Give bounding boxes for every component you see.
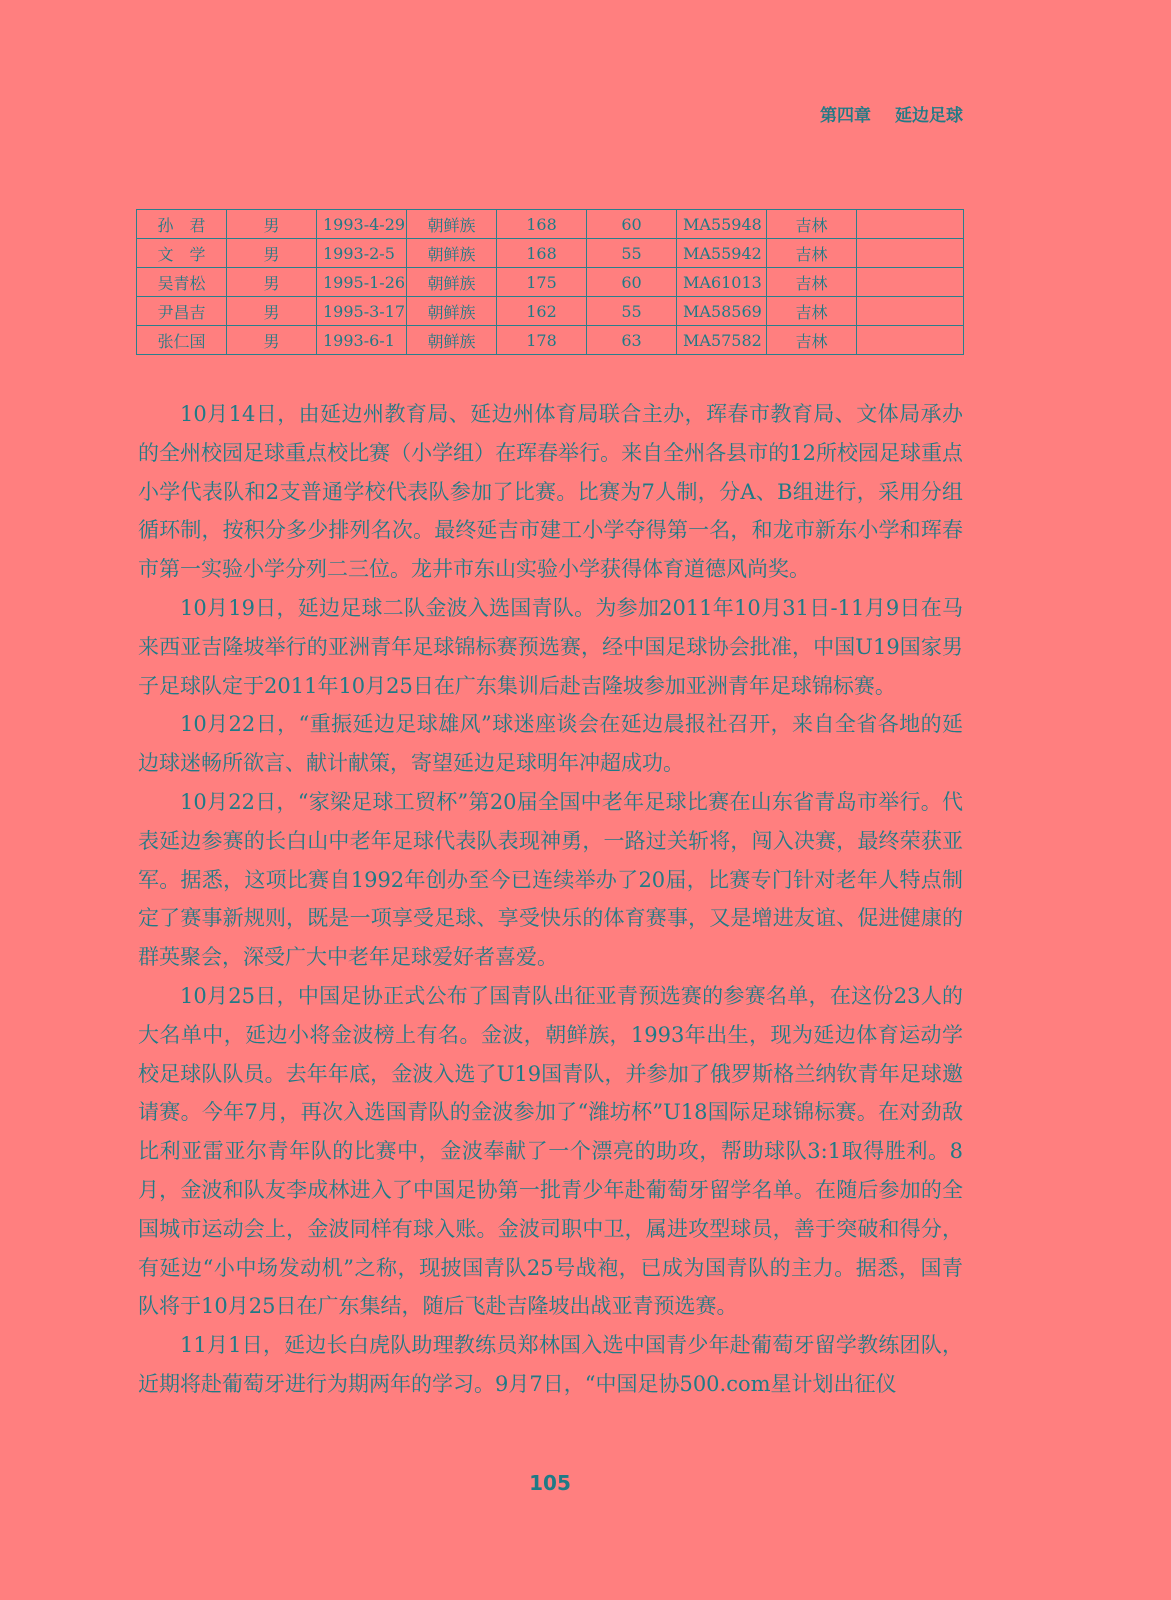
player-birthdate: 1993-6-1	[317, 326, 407, 355]
paragraph: 10月19日，延边足球二队金波入选国青队。为参加2011年10月31日-11月9日在马来西亚吉隆坡举行的亚洲青年足球锦标赛预选赛，经中国足球协会批准，中国U19国家男子足球队定于2011年10月25日在广东集训后赴吉隆坡参加亚洲青年足球锦标赛。	[138, 595, 963, 698]
player-note	[857, 268, 964, 297]
player-ethnicity: 朝鲜族	[407, 326, 497, 355]
table-row	[137, 210, 964, 239]
running-header	[820, 101, 963, 126]
player-registration-number: MA55948	[677, 210, 767, 239]
table-row	[137, 268, 964, 297]
player-ethnicity: 朝鲜族	[407, 239, 497, 268]
player-weight: 60	[587, 268, 677, 297]
player-ethnicity: 朝鲜族	[407, 297, 497, 326]
player-registration-number: MA55942	[677, 239, 767, 268]
table-row	[137, 239, 964, 268]
player-gender: 男	[227, 268, 317, 297]
player-name: 张仁国	[137, 326, 227, 355]
player-height: 168	[497, 210, 587, 239]
player-gender: 男	[227, 239, 317, 268]
paragraph: 10月25日，中国足协正式公布了国青队出征亚青预选赛的参赛名单，在这份23人的大名单中，延边小将金波榜上有名。金波，朝鲜族，1993年出生，现为延边体育运动学校足球队队员。去年年底，金波入选了U19国青队，并参加了俄罗斯格兰纳钦青年足球邀请赛。今年7月，再次入选国青队的金波参加了“潍坊杯”U18国际足球锦标赛。在对劲敌比利亚雷亚尔青年队的比赛中，金波奉献了一个漂亮的助攻，帮助球队3:1取得胜利。8月，金波和队友李成林进入了中国足协第一批青少年赴葡萄牙留学名单。在随后参加的全国城市运动会上，金波同样有球入账。金波司职中卫，属进攻型球员，善于突破和得分，有延边“小中场发动机”之称，现披国青队25号战袍，已成为国青队的主力。据悉，国青队将于10月25日在广东集结，随后飞赴吉隆坡出战亚青预选赛。	[138, 983, 963, 1319]
player-birthdate: 1993-2-5	[317, 239, 407, 268]
player-registration-number: MA61013	[677, 268, 767, 297]
player-height: 178	[497, 326, 587, 355]
player-name: 尹昌吉	[137, 297, 227, 326]
paragraph: 10月22日，“重振延边足球雄风”球迷座谈会在延边晨报社召开，来自全省各地的延边球迷畅所欲言、献计献策，寄望延边足球明年冲超成功。	[138, 712, 963, 776]
chapter-title: 延边足球	[895, 106, 963, 126]
player-name: 文 学	[137, 239, 227, 268]
player-weight: 55	[587, 239, 677, 268]
player-province: 吉林	[767, 297, 857, 326]
player-note	[857, 210, 964, 239]
chapter-label: 第四章	[820, 106, 871, 126]
player-note	[857, 239, 964, 268]
player-gender: 男	[227, 297, 317, 326]
player-weight: 55	[587, 297, 677, 326]
article-body	[138, 395, 963, 1404]
player-gender: 男	[227, 210, 317, 239]
paragraph: 10月14日，由延边州教育局、延边州体育局联合主办，珲春市教育局、文体局承办的全州校园足球重点校比赛（小学组）在珲春举行。来自全州各县市的12所校园足球重点小学代表队和2支普通学校代表队参加了比赛。比赛为7人制，分A、B组进行，采用分组循环制，按积分多少排列名次。最终延吉市建工小学夺得第一名，和龙市新东小学和珲春市第一实验小学分列二三位。龙井市东山实验小学获得体育道德风尚奖。	[138, 402, 963, 582]
player-birthdate: 1995-1-26	[317, 268, 407, 297]
page-number: 105	[529, 1471, 571, 1495]
table-row	[137, 326, 964, 355]
player-province: 吉林	[767, 326, 857, 355]
player-note	[857, 297, 964, 326]
player-gender: 男	[227, 326, 317, 355]
player-roster-table	[136, 209, 964, 355]
player-province: 吉林	[767, 210, 857, 239]
player-height: 168	[497, 239, 587, 268]
player-birthdate: 1993-4-29	[317, 210, 407, 239]
player-name: 孙 君	[137, 210, 227, 239]
player-weight: 60	[587, 210, 677, 239]
paragraph: 11月1日，延边长白虎队助理教练员郑林国入选中国青少年赴葡萄牙留学教练团队，近期将赴葡萄牙进行为期两年的学习。9月7日，“中国足协500.com星计划出征仪	[138, 1333, 963, 1396]
player-height: 175	[497, 268, 587, 297]
player-province: 吉林	[767, 268, 857, 297]
player-note	[857, 326, 964, 355]
player-weight: 63	[587, 326, 677, 355]
player-name: 吴青松	[137, 268, 227, 297]
player-height: 162	[497, 297, 587, 326]
player-registration-number: MA58569	[677, 297, 767, 326]
table-row	[137, 297, 964, 326]
player-birthdate: 1995-3-17	[317, 297, 407, 326]
player-ethnicity: 朝鲜族	[407, 210, 497, 239]
paragraph: 10月22日，“家梁足球工贸杯”第20届全国中老年足球比赛在山东省青岛市举行。代表延边参赛的长白山中老年足球代表队表现神勇，一路过关斩将，闯入决赛，最终荣获亚军。据悉，这项比赛自1992年创办至今已连续举办了20届，比赛专门针对老年人特点制定了赛事新规则，既是一项享受足球、享受快乐的体育赛事，又是增进友谊、促进健康的群英聚会，深受广大中老年足球爱好者喜爱。	[138, 789, 963, 970]
player-registration-number: MA57582	[677, 326, 767, 355]
player-ethnicity: 朝鲜族	[407, 268, 497, 297]
player-province: 吉林	[767, 239, 857, 268]
